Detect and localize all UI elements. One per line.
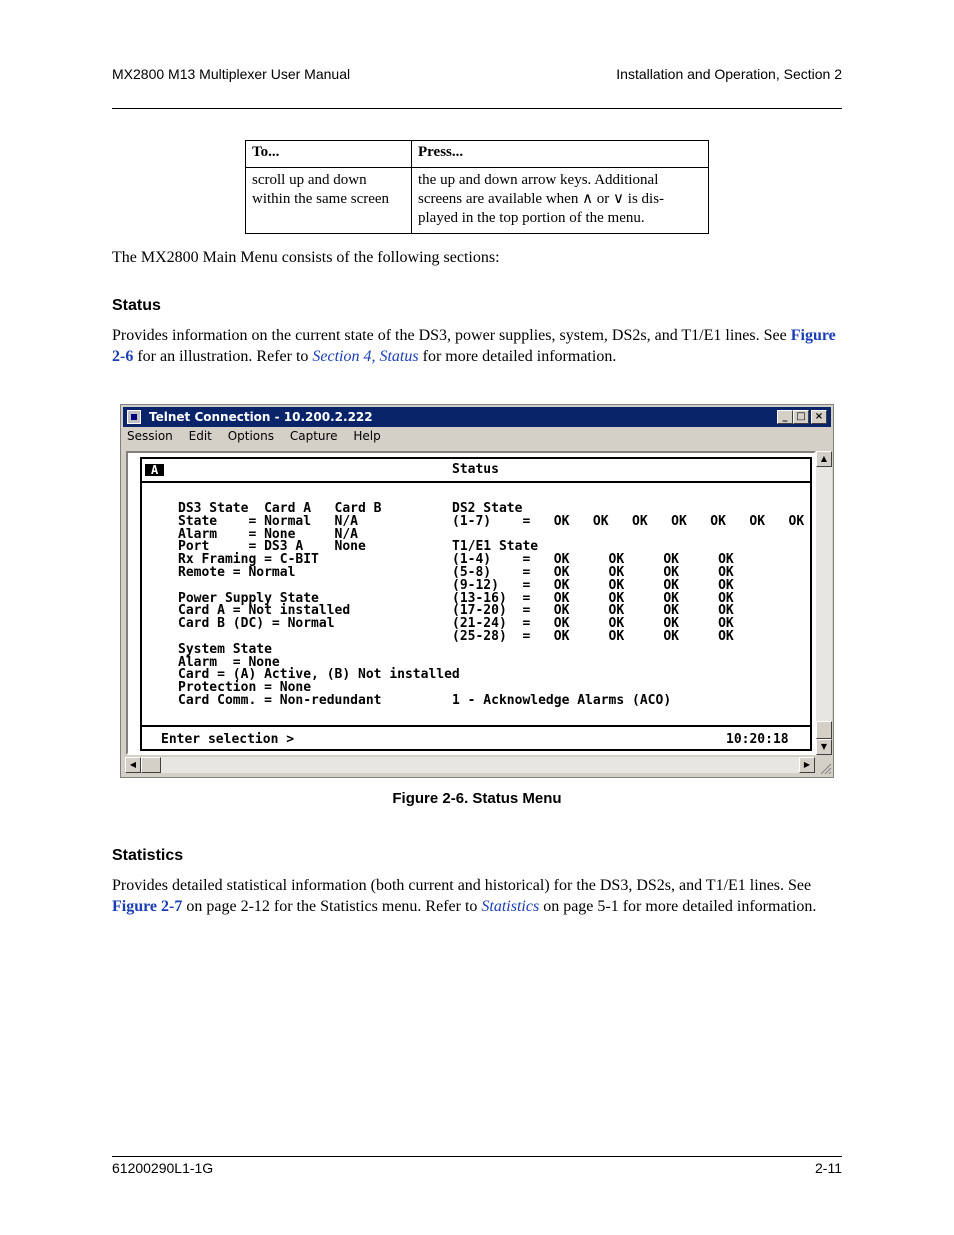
table-row bbox=[246, 168, 709, 234]
statistics-text-2: on page 2-12 for the Statistics menu. Refer to bbox=[182, 898, 482, 915]
header-right: Installation and Operation, Section 2 bbox=[616, 66, 842, 82]
table-header-to: To... bbox=[246, 141, 412, 168]
table-header-press: Press... bbox=[412, 141, 709, 168]
vertical-scrollbar[interactable] bbox=[816, 451, 832, 755]
scroll-left-arrow-icon[interactable]: ◀ bbox=[125, 757, 141, 773]
resize-grip-icon[interactable] bbox=[818, 761, 832, 775]
top-separator bbox=[142, 481, 810, 483]
terminal-area[interactable] bbox=[126, 451, 816, 755]
status-screen bbox=[140, 457, 812, 751]
status-text-2: for an illustration. Refer to bbox=[133, 348, 313, 365]
menu-session[interactable]: Session bbox=[127, 429, 173, 443]
status-text-1: Provides information on the current state of the DS3, power supplies, system, DS2s, and T1/E1 lines. See bbox=[112, 327, 791, 344]
minimize-button[interactable]: _ bbox=[777, 410, 793, 424]
clock-readout: 10:20:18 bbox=[726, 732, 789, 747]
close-button[interactable]: × bbox=[811, 410, 827, 424]
enter-selection-prompt[interactable]: Enter selection > bbox=[161, 732, 295, 747]
table-cell-action: scroll up and down within the same screen bbox=[246, 168, 412, 234]
figure-2-6-link[interactable]: Figure 2-6 bbox=[112, 327, 836, 365]
window-title: Telnet Connection - 10.200.2.222 bbox=[149, 410, 373, 424]
telnet-app-icon bbox=[127, 410, 141, 424]
menu-options[interactable]: Options bbox=[227, 429, 275, 443]
table-header-row bbox=[246, 141, 709, 168]
footer-rule bbox=[112, 1156, 842, 1157]
statistics-text-3: on page 5-1 for more detailed information. bbox=[539, 898, 817, 915]
menu-edit[interactable]: Edit bbox=[188, 429, 212, 443]
screen-tag: A bbox=[145, 464, 164, 476]
header-left: MX2800 M13 Multiplexer User Manual bbox=[112, 66, 351, 82]
table-cell-keys: the up and down arrow keys. Additional screens are available when ∧ or ∨ is dis-played in the top portion of the menu. bbox=[412, 168, 709, 234]
status-text-3: for more detailed information. bbox=[418, 348, 617, 365]
screen-title: Status bbox=[452, 462, 499, 477]
figure-caption: Figure 2-6. Status Menu bbox=[392, 790, 562, 807]
section-4-status-link[interactable]: Section 4, Status bbox=[312, 348, 419, 365]
figure-2-7-link[interactable]: Figure 2-7 bbox=[112, 898, 183, 915]
scroll-up-arrow-icon[interactable]: ▲ bbox=[816, 451, 832, 467]
telnet-window bbox=[120, 404, 834, 778]
window-titlebar[interactable] bbox=[123, 407, 831, 427]
statistics-link[interactable]: Statistics bbox=[481, 898, 540, 915]
menu-capture[interactable]: Capture bbox=[289, 429, 338, 443]
status-right-block: DS2 State (1-7) = OK OK OK OK OK OK OK T1/E1 State (1-4) = OK OK OK OK (5-8) = OK OK OK OK (9-12) = OK OK OK OK (13-16) = OK OK OK OK (17-20) = OK OK OK OK (21-24) = OK OK OK OK (25-28) = OK OK OK OK 1 - Acknowledge Alarms (ACO) bbox=[452, 501, 805, 708]
intro-text: The MX2800 Main Menu consists of the following sections: bbox=[112, 249, 500, 266]
header-rule bbox=[112, 108, 842, 109]
menu-bar bbox=[125, 429, 391, 447]
scroll-thumb[interactable] bbox=[816, 721, 832, 739]
scroll-down-arrow-icon[interactable]: ▼ bbox=[816, 739, 832, 755]
bottom-separator bbox=[142, 725, 810, 727]
footer-doc-number: 61200290L1-1G bbox=[112, 1160, 214, 1176]
statistics-heading: Statistics bbox=[112, 847, 184, 864]
horizontal-scroll-thumb[interactable] bbox=[141, 757, 161, 773]
statistics-paragraph bbox=[112, 875, 842, 917]
horizontal-scrollbar[interactable] bbox=[125, 757, 815, 773]
scroll-right-arrow-icon[interactable]: ▶ bbox=[799, 757, 815, 773]
key-table bbox=[245, 140, 709, 234]
menu-help[interactable]: Help bbox=[353, 429, 381, 443]
status-left-block: DS3 State Card A Card B State = Normal N/A Alarm = None N/A Port = DS3 A None Rx Framing = C-BIT Remote = Normal Power Supply State Card A = Not installed Card B (DC) = Normal System State Alarm = None Card = (A) Active, (B) Not installed Protection = None Card Comm. = Non-redundant bbox=[178, 501, 460, 708]
status-paragraph bbox=[112, 325, 842, 367]
statistics-text-1: Provides detailed statistical information (both current and historical) for the DS3, DS2s, and T1/E1 lines. See bbox=[112, 877, 812, 894]
footer-page-number: 2-11 bbox=[815, 1160, 842, 1176]
status-heading: Status bbox=[112, 297, 161, 314]
maximize-button[interactable]: □ bbox=[793, 410, 809, 424]
